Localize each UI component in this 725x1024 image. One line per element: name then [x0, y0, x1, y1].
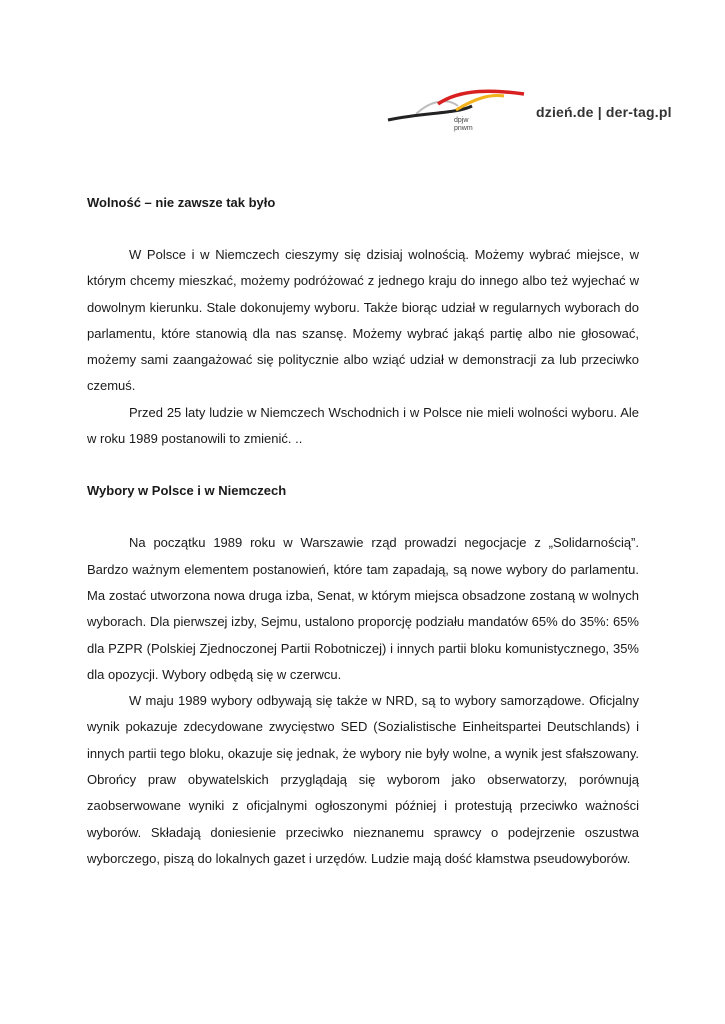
section-1-body: [87, 242, 639, 452]
dpjw-logo: [386, 84, 526, 136]
paragraph: Na początku 1989 roku w Warszawie rząd prowadzi negocjacje z „Solidarnością”. Bardzo ważnym elementem postanowień, które tam zapadają, są nowe wybory do parlamentu. Ma zostać utworzona nowa druga izba, Senat, w którym miejsca obsadzone zostaną w wolnych wyborach. Dla pierwszej izby, Sejmu, ustalono proporcję podziału mandatów 65% do 35%: 65% dla PZPR (Polskiej Zjednoczonej Partii Robotniczej) i innych partii bloku komunistycznego, 35% dla opozycji. Wybory odbędą się w czerwcu.: [87, 535, 639, 682]
section-title-wybory: Wybory w Polsce i w Niemczech: [87, 483, 287, 499]
document-body: [87, 190, 639, 872]
site-name: dzień.de | der-tag.pl: [536, 104, 672, 120]
logo-text-dpjw: dpjw: [454, 117, 469, 124]
paragraph: W Polsce i w Niemczech cieszymy się dzisiaj wolnością. Możemy wybrać miejsce, w którym chcemy mieszkać, możemy podróżować z jednego kraju do innego albo też wyjechać w dowolnym kierunku. Stale dokonujemy wyboru. Także biorąc udział w regularnych wyborach do parlamentu, które stanowią dla nas szansę. Możemy wybrać jakąś partię albo nie głosować, możemy sami zaangażować się politycznie albo wziąć udział w demonstracji za lub przeciwko czemuś.: [87, 247, 639, 394]
logo-text-pnwm: pnwm: [454, 125, 473, 132]
section-title-wolnosc: Wolność – nie zawsze tak było: [87, 195, 276, 210]
section-2-body: [87, 530, 639, 872]
page-header: [386, 84, 706, 144]
paragraph: W maju 1989 wybory odbywają się także w NRD, są to wybory samorządowe. Oficjalny wynik pokazuje zdecydowane zwycięstwo SED (Sozialistische Einheitspartei Deutschlands) i innych partii tego bloku, okazuje się jednak, że wybory nie były wolne, a wynik jest sfałszowany. Obrońcy praw obywatelskich przyglądają się wyborom jako obserwatorzy, porównują zaobserwowane wyniki z oficjalnymi ogłoszonymi później i protestują przeciwko ważności wyborów. Składają doniesienie przeciwko nieznanemu sprawcy o podejrzenie oszustwa wyborczego, piszą do lokalnych gazet i urzędów. Ludzie mają dość kłamstwa pseudowyborów.: [87, 693, 639, 866]
paragraph: Przed 25 laty ludzie w Niemczech Wschodnich i w Polsce nie mieli wolności wyboru. Ale w roku 1989 postanowili to zmienić. ..: [87, 404, 639, 447]
